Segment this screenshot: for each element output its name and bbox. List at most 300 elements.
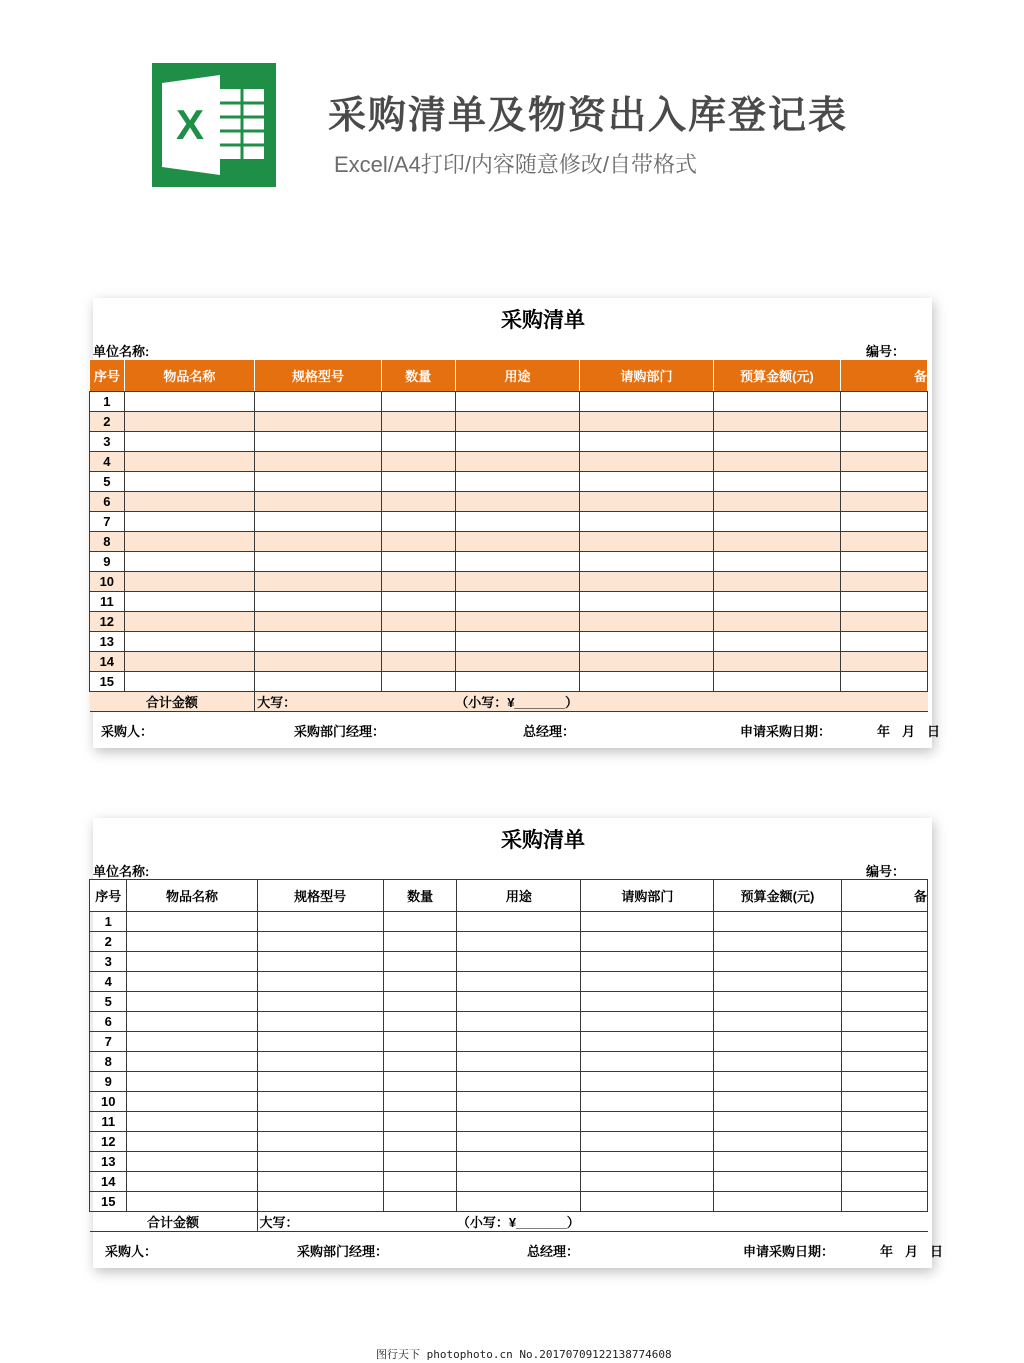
table-cell[interactable] [255,552,382,572]
table-cell[interactable] [383,1052,457,1072]
row-number: 14 [90,1172,127,1192]
row-number: 9 [90,552,125,572]
table-row [90,512,928,532]
table-row [90,1152,928,1172]
table-row [90,412,928,432]
table-cell[interactable] [124,472,255,492]
table-cell[interactable] [455,392,580,412]
table-cell[interactable] [124,412,255,432]
month-label: 月 [905,1244,919,1259]
table-cell[interactable] [257,1132,383,1152]
table-cell[interactable] [841,1152,927,1172]
table-cell[interactable] [841,452,928,472]
table-cell[interactable] [455,672,580,692]
table-cell[interactable] [580,432,713,452]
buyer-label: 采购人： [101,724,154,739]
table-cell[interactable] [124,512,255,532]
table-cell[interactable] [841,1072,927,1092]
table-cell[interactable] [713,432,841,452]
general-manager-label: 总经理： [523,724,576,739]
table-cell[interactable] [127,1092,257,1112]
table-row [90,932,928,952]
table-row [90,612,928,632]
table-cell[interactable] [713,392,841,412]
logo-letter: X [175,101,205,148]
table-cell[interactable] [580,472,713,492]
table-cell[interactable] [457,1072,581,1092]
table-cell[interactable] [714,1192,841,1212]
table-cell[interactable] [841,412,928,432]
table-cell[interactable] [580,652,713,672]
table-cell[interactable] [127,992,257,1012]
table-cell[interactable] [381,592,455,612]
table-row [90,632,928,652]
dept-manager-label: 采购部门经理： [294,724,386,739]
table-cell[interactable] [124,392,255,412]
table-cell[interactable] [255,672,382,692]
table-cell[interactable] [841,512,928,532]
table-row [90,1052,928,1072]
table-cell[interactable] [841,1172,927,1192]
purchase-table [89,879,928,1232]
table-row [90,392,928,412]
table-cell[interactable] [383,992,457,1012]
table-cell[interactable] [841,1052,927,1072]
table-cell[interactable] [457,972,581,992]
table-cell[interactable] [383,1132,457,1152]
table-cell[interactable] [714,1072,841,1092]
table-cell[interactable] [127,912,257,932]
table-cell[interactable] [580,592,713,612]
table-cell[interactable] [841,1012,927,1032]
table-cell[interactable] [841,1092,927,1112]
table-cell[interactable] [381,672,455,692]
table-cell[interactable] [383,972,457,992]
row-number: 2 [90,932,127,952]
table-cell[interactable] [255,612,382,632]
table-cell[interactable] [457,952,581,972]
table-body [90,392,928,712]
table-row [90,1012,928,1032]
row-number: 11 [90,592,125,612]
table-cell[interactable] [841,1032,927,1052]
column-header: 预算金额(元) [713,360,841,392]
row-number: 7 [90,512,125,532]
table-cell[interactable] [127,1192,257,1212]
sheet-title: 采购清单 [501,309,585,332]
table-cell[interactable] [581,932,714,952]
row-number: 3 [90,952,127,972]
column-header: 序号 [90,880,127,912]
table-cell[interactable] [457,1092,581,1112]
row-number: 1 [90,912,127,932]
table-cell[interactable] [581,1112,714,1132]
table-cell[interactable] [841,552,928,572]
table-cell[interactable] [381,612,455,632]
total-row [90,692,928,712]
row-number: 15 [90,1192,127,1212]
amount-in-words-label[interactable]: 大写： [255,692,456,712]
table-cell[interactable] [383,1112,457,1132]
table-row [90,592,928,612]
purchase-sheet-orange [93,298,941,748]
table-cell[interactable] [455,452,580,472]
table-cell[interactable] [381,452,455,472]
table-cell[interactable] [257,912,383,932]
table-cell[interactable] [581,912,714,932]
table-cell[interactable] [841,592,928,612]
table-cell[interactable] [713,512,841,532]
table-cell[interactable] [713,632,841,652]
table-cell[interactable] [713,612,841,632]
column-header: 预算金额(元) [714,880,841,912]
table-cell[interactable] [581,1152,714,1172]
table-row [90,432,928,452]
table-cell[interactable] [714,932,841,952]
row-number: 8 [90,532,125,552]
column-header: 用途 [457,880,581,912]
table-cell[interactable] [127,1132,257,1152]
table-cell[interactable] [581,952,714,972]
table-cell[interactable] [255,412,382,432]
table-cell[interactable] [841,972,927,992]
table-row [90,992,928,1012]
table-cell[interactable] [580,392,713,412]
table-cell[interactable] [580,492,713,512]
table-body [90,912,928,1232]
table-cell[interactable] [381,632,455,652]
table-cell[interactable] [713,672,841,692]
table-cell[interactable] [127,1112,257,1132]
table-cell[interactable] [255,432,382,452]
table-cell[interactable] [383,1032,457,1052]
column-header: 备 [841,880,927,912]
serial-number-label: 编号： [866,344,906,359]
table-cell[interactable] [127,1072,257,1092]
table-cell[interactable] [457,1112,581,1132]
table-cell[interactable] [713,652,841,672]
table-cell[interactable] [457,1132,581,1152]
table-cell[interactable] [455,652,580,672]
table-row [90,552,928,572]
table-cell[interactable] [127,1152,257,1172]
table-cell[interactable] [381,412,455,432]
column-header: 序号 [90,360,125,392]
table-cell[interactable] [381,552,455,572]
table-cell[interactable] [455,592,580,612]
table-cell[interactable] [255,532,382,552]
table-cell[interactable] [457,1052,581,1072]
day-label: 日 [927,724,941,739]
table-cell[interactable] [124,672,255,692]
table-cell[interactable] [713,572,841,592]
table-cell[interactable] [124,592,255,612]
table-cell[interactable] [257,1172,383,1192]
table-cell[interactable] [841,612,928,632]
row-number: 10 [90,1092,127,1112]
table-row [90,472,928,492]
table-row [90,492,928,512]
amount-in-words-label[interactable]: 大写： [257,1212,457,1232]
row-number: 3 [90,432,125,452]
table-row [90,1032,928,1052]
table-cell[interactable] [381,472,455,492]
table-cell[interactable] [257,992,383,1012]
row-number: 5 [90,992,127,1012]
table-cell[interactable] [455,552,580,572]
table-cell[interactable] [714,952,841,972]
table-cell[interactable] [383,1192,457,1212]
table-cell[interactable] [841,992,927,1012]
table-cell[interactable] [580,412,713,432]
table-cell[interactable] [255,472,382,492]
table-cell[interactable] [841,1192,927,1212]
row-number: 15 [90,672,125,692]
table-cell[interactable] [257,972,383,992]
table-cell[interactable] [714,912,841,932]
table-cell[interactable] [255,632,382,652]
total-amount-label: 合计金额 [90,1212,258,1232]
serial-number-label: 编号： [866,864,906,879]
table-cell[interactable] [455,432,580,452]
excel-icon [152,63,276,187]
table-cell[interactable] [457,912,581,932]
purchase-sheet-plain [93,818,944,1268]
table-cell[interactable] [455,572,580,592]
table-cell[interactable] [457,1012,581,1032]
table-cell[interactable] [257,952,383,972]
table-cell[interactable] [255,572,382,592]
table-cell[interactable] [383,1172,457,1192]
table-cell[interactable] [841,632,928,652]
table-cell[interactable] [455,532,580,552]
table-cell[interactable] [714,1092,841,1112]
table-cell[interactable] [714,992,841,1012]
table-cell[interactable] [713,492,841,512]
table-row [90,652,928,672]
table-cell[interactable] [255,492,382,512]
table-cell[interactable] [713,412,841,432]
table-cell[interactable] [714,1112,841,1132]
table-cell[interactable] [581,1172,714,1192]
table-cell[interactable] [381,532,455,552]
table-cell[interactable] [127,1032,257,1052]
table-cell[interactable] [581,1132,714,1152]
table-cell[interactable] [713,452,841,472]
table-cell[interactable] [124,652,255,672]
table-cell[interactable] [455,632,580,652]
table-cell[interactable] [383,932,457,952]
month-label: 月 [902,724,916,739]
day-label: 日 [930,1244,944,1259]
table-cell[interactable] [381,392,455,412]
table-cell[interactable] [581,1012,714,1032]
table-row [90,1172,928,1192]
table-cell[interactable] [580,672,713,692]
table-cell[interactable] [841,492,928,512]
table-cell[interactable] [581,972,714,992]
table-row [90,672,928,692]
column-header: 数量 [383,880,457,912]
year-label: 年 [880,1244,894,1259]
table-cell[interactable] [841,652,928,672]
table-cell[interactable] [124,452,255,472]
table-cell[interactable] [841,532,928,552]
table-cell[interactable] [457,932,581,952]
table-cell[interactable] [713,552,841,572]
row-number: 12 [90,1132,127,1152]
table-cell[interactable] [383,1012,457,1032]
table-cell[interactable] [581,1032,714,1052]
table-cell[interactable] [581,1192,714,1212]
table-cell[interactable] [714,1172,841,1192]
table-cell[interactable] [455,492,580,512]
sheet-title: 采购清单 [501,829,585,852]
table-cell[interactable] [841,952,927,972]
table-row [90,1112,928,1132]
table-cell[interactable] [841,932,927,952]
amount-in-figures-label[interactable]: （小写：¥_______） [455,692,927,712]
table-cell[interactable] [714,1132,841,1152]
table-cell[interactable] [455,472,580,492]
table-cell[interactable] [257,1192,383,1212]
row-number: 2 [90,412,125,432]
table-cell[interactable] [455,612,580,632]
column-header: 备 [841,360,928,392]
table-cell[interactable] [381,432,455,452]
table-cell[interactable] [455,512,580,532]
table-cell[interactable] [124,492,255,512]
table-cell[interactable] [383,1152,457,1172]
row-number: 5 [90,472,125,492]
table-cell[interactable] [124,632,255,652]
table-cell[interactable] [127,1012,257,1032]
table-cell[interactable] [124,532,255,552]
table-cell[interactable] [841,472,928,492]
table-cell[interactable] [257,1072,383,1092]
table-cell[interactable] [714,1052,841,1072]
buyer-label: 采购人： [105,1244,158,1259]
table-cell[interactable] [257,1052,383,1072]
table-cell[interactable] [580,532,713,552]
table-cell[interactable] [841,392,928,412]
table-cell[interactable] [383,1072,457,1092]
table-cell[interactable] [841,672,928,692]
table-cell[interactable] [124,572,255,592]
table-cell[interactable] [124,612,255,632]
table-cell[interactable] [257,1092,383,1112]
table-cell[interactable] [383,1092,457,1112]
table-cell[interactable] [381,652,455,672]
table-cell[interactable] [257,932,383,952]
amount-in-figures-label[interactable]: （小写：¥_______） [457,1212,928,1232]
table-cell[interactable] [381,512,455,532]
table-cell[interactable] [127,1172,257,1192]
table-cell[interactable] [581,1092,714,1112]
table-row [90,952,928,972]
table-cell[interactable] [581,1052,714,1072]
column-header: 规格型号 [257,880,383,912]
table-cell[interactable] [841,1112,927,1132]
table-cell[interactable] [581,1072,714,1092]
table-cell[interactable] [255,652,382,672]
table-cell[interactable] [381,492,455,512]
table-cell[interactable] [457,1152,581,1172]
table-cell[interactable] [257,1112,383,1132]
table-cell[interactable] [457,1172,581,1192]
row-number: 1 [90,392,125,412]
table-cell[interactable] [383,912,457,932]
table-cell[interactable] [713,592,841,612]
table-cell[interactable] [255,592,382,612]
table-cell[interactable] [257,1152,383,1172]
table-cell[interactable] [127,1052,257,1072]
table-cell[interactable] [714,972,841,992]
table-cell[interactable] [255,392,382,412]
table-cell[interactable] [457,1192,581,1212]
row-number: 4 [90,452,125,472]
table-cell[interactable] [841,572,928,592]
column-header: 请购部门 [581,880,714,912]
watermark-text: 图行天下 photophoto.cn No.20170709122138774608 [376,1348,672,1361]
table-cell[interactable] [124,432,255,452]
row-number: 6 [90,1012,127,1032]
table-row [90,972,928,992]
table-cell[interactable] [841,912,927,932]
table-cell[interactable] [457,1032,581,1052]
dept-manager-label: 采购部门经理： [297,1244,389,1259]
table-cell[interactable] [257,1032,383,1052]
row-number: 7 [90,1032,127,1052]
table-cell[interactable] [580,572,713,592]
purchase-table [89,359,928,712]
table-cell[interactable] [127,932,257,952]
row-number: 13 [90,632,125,652]
column-header: 数量 [381,360,455,392]
table-cell[interactable] [714,1032,841,1052]
row-number: 4 [90,972,127,992]
table-cell[interactable] [714,1012,841,1032]
table-cell[interactable] [580,452,713,472]
row-number: 14 [90,652,125,672]
table-cell[interactable] [581,992,714,1012]
table-cell[interactable] [455,412,580,432]
table-cell[interactable] [580,632,713,652]
table-row [90,572,928,592]
table-cell[interactable] [714,1152,841,1172]
table-cell[interactable] [124,552,255,572]
table-cell[interactable] [127,972,257,992]
table-cell[interactable] [127,952,257,972]
table-cell[interactable] [257,1012,383,1032]
table-cell[interactable] [841,432,928,452]
table-cell[interactable] [713,472,841,492]
row-number: 10 [90,572,125,592]
table-cell[interactable] [580,552,713,572]
table-header-row [90,360,928,392]
column-header: 规格型号 [255,360,382,392]
table-cell[interactable] [255,512,382,532]
column-header: 物品名称 [124,360,255,392]
table-cell[interactable] [841,1132,927,1152]
table-cell[interactable] [383,952,457,972]
table-cell[interactable] [255,452,382,472]
table-cell[interactable] [381,572,455,592]
table-cell[interactable] [580,612,713,632]
table-cell[interactable] [713,532,841,552]
table-cell[interactable] [457,992,581,1012]
table-cell[interactable] [580,512,713,532]
